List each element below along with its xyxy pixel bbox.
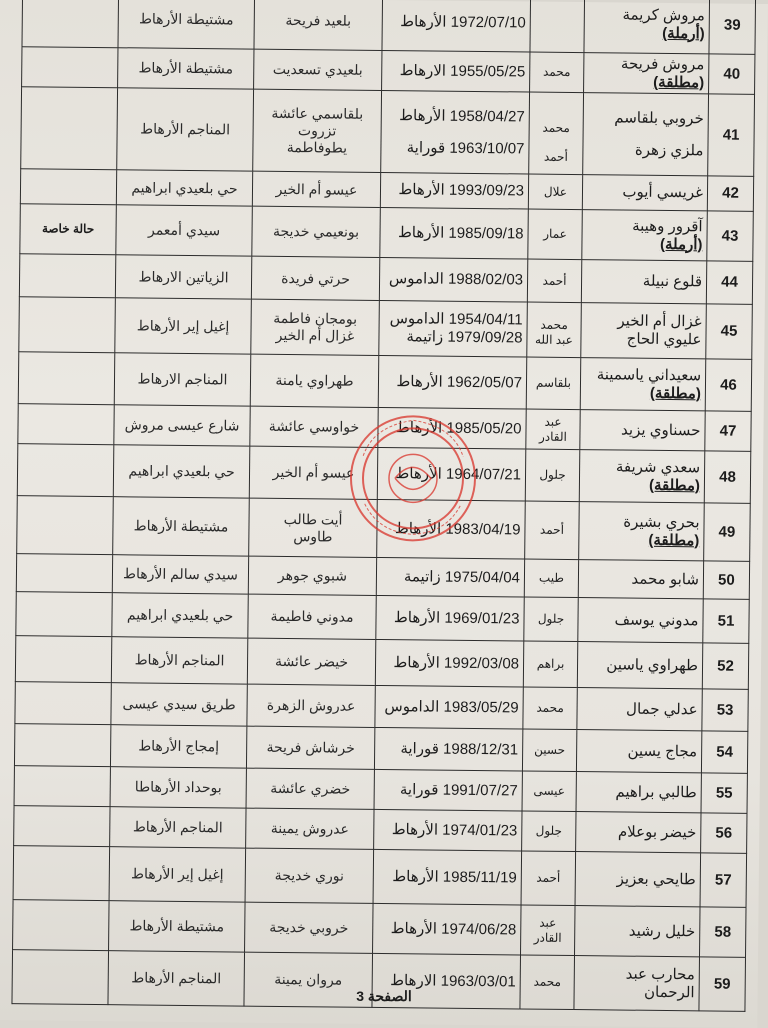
row-number: 55 <box>701 773 747 813</box>
row-number: 49 <box>704 503 751 561</box>
birth-date-place-line: 1975/04/04 زاتيمة <box>403 567 521 586</box>
mother-name-line: بلقاسمي عائشة <box>271 105 364 123</box>
address: مشتيطة الأرهاط <box>118 0 255 49</box>
birth-date-place <box>382 0 531 52</box>
address: سيدي أمعمر <box>116 205 253 256</box>
birth-date-place-line: 1969/01/23 الأرهاط <box>393 608 520 627</box>
father-name <box>528 174 582 210</box>
birth-date-place-line: 1955/05/25 الارهاط <box>399 61 526 80</box>
birth-date-place-line: 1985/09/18 الأرهاط <box>397 223 524 242</box>
father-name-line: طيب <box>538 570 565 586</box>
father-name-line: جلول <box>537 611 565 627</box>
father-name <box>524 559 578 598</box>
address: بوحداد الأرهاطا <box>110 767 246 808</box>
page-number: الصفحة 3 <box>356 988 412 1004</box>
table-row <box>16 592 749 644</box>
father-name-line: براهم <box>536 656 565 672</box>
table-row <box>21 87 755 177</box>
father-name-line: أحمد <box>536 870 561 886</box>
row-number: 45 <box>706 304 753 359</box>
person-name-line: قلوع نبيلة <box>642 272 703 291</box>
person-name-line: شابو محمد <box>631 570 700 588</box>
father-name <box>522 811 576 852</box>
mother-name-line: تزروت <box>297 122 337 139</box>
address: سيدي سالم الأرهاط <box>112 555 248 594</box>
birth-date-place <box>381 90 530 174</box>
person-name-line: (مطلقة) <box>648 531 700 549</box>
father-name-line: عبد الله <box>534 332 573 347</box>
father-name <box>522 729 576 772</box>
mother-name-line: بلعيدي تسعديت <box>272 60 363 78</box>
birth-date-place-line: 1979/09/28 زاتيمة <box>406 328 523 347</box>
address: مشتيطة الأرهاط <box>118 48 254 89</box>
mother-name <box>253 89 382 172</box>
mother-name-line: شبوي جوهر <box>277 567 348 584</box>
mother-name <box>245 848 374 903</box>
address: المناجم الأرهاط <box>110 807 246 848</box>
person-name-line: (أرملة) <box>662 24 705 42</box>
person-name-line: طهراوي ياسين <box>606 655 699 674</box>
mother-name <box>251 299 380 355</box>
note <box>17 444 114 497</box>
father-name-line: محمد <box>542 120 570 136</box>
mother-name-line: نوري خديجة <box>274 866 345 884</box>
birth-date-place-line: 1974/06/28 الأرهاط <box>390 919 517 938</box>
person-name-line: (أرملة) <box>659 235 703 253</box>
person-name <box>581 303 707 359</box>
birth-date-place <box>375 639 523 687</box>
note <box>18 352 115 405</box>
note <box>13 900 110 951</box>
table-row <box>18 352 752 412</box>
person-name-line: خروبي بلقاسم <box>614 108 704 127</box>
father-name <box>521 905 576 956</box>
row-number: 41 <box>708 94 755 176</box>
address: طريق سيدي عيسى <box>111 683 247 726</box>
person-name-line: عدلي جمال <box>626 700 698 718</box>
person-name-line: مروش فريحة <box>620 54 705 73</box>
person-name-line: ملزي زهرة <box>634 141 704 159</box>
birth-date-place-line: 1954/04/11 الداموس <box>389 310 523 329</box>
table-row <box>13 900 746 958</box>
person-name <box>582 210 708 261</box>
person-name <box>581 260 706 304</box>
father-name-line: محمد <box>542 64 571 80</box>
birth-date-place-line: 1985/11/19 الأرهاط <box>392 867 517 886</box>
father-name-line: محمد <box>540 317 568 333</box>
person-name-line: مروش كريمة <box>622 5 705 24</box>
father-name-line: محمد <box>533 974 562 990</box>
address: حي بلعيدي ابراهيم <box>113 445 250 498</box>
person-name <box>577 688 702 731</box>
row-number: 47 <box>705 411 751 451</box>
birth-date-place-line: 1962/05/07 الأرهاط <box>396 372 523 391</box>
birth-date-place <box>379 300 528 357</box>
birth-date-place-line: 1972/07/10 الأرهاط <box>400 12 526 31</box>
birth-date-place-line: 1958/04/27 الأرهاط <box>399 106 525 125</box>
birth-date-place-line: 1983/05/29 الداموس <box>384 697 519 716</box>
mother-name-line: يطوفاطمة <box>286 138 348 156</box>
mother-name <box>247 684 375 727</box>
person-name <box>579 450 705 503</box>
table-row <box>22 0 756 54</box>
address: الزياتين الارهاط <box>115 255 251 299</box>
person-name-line: خيضر بوعلام <box>617 822 697 841</box>
mother-name <box>246 768 374 809</box>
birth-date-place-line: 1985/05/20 الأرهاط <box>395 418 522 437</box>
table-row <box>15 636 748 690</box>
mother-name-line: حرتي فريدة <box>281 269 351 287</box>
birth-date-place <box>374 769 522 811</box>
address: المناجم الأرهاط <box>117 88 254 171</box>
note <box>18 404 114 445</box>
father-name <box>522 771 576 812</box>
father-name-line: جلول <box>539 467 566 483</box>
birth-date-place <box>382 50 530 92</box>
note <box>20 169 116 205</box>
father-name-line: أحمد <box>542 273 567 288</box>
mother-name-line: عيسو أم الخير <box>272 463 355 481</box>
father-name-line: حسين <box>534 742 566 758</box>
address: المناجم الارهاط <box>114 353 251 406</box>
table-row <box>13 846 747 908</box>
mother-name <box>248 556 376 595</box>
father-name <box>523 641 577 688</box>
note <box>14 806 110 847</box>
row-number: 58 <box>699 907 746 957</box>
person-name-line: حسناوي يزيد <box>621 421 701 439</box>
person-name <box>582 175 707 211</box>
row-number: 59 <box>699 957 746 1011</box>
father-name <box>527 302 582 358</box>
birth-date-place <box>379 257 527 302</box>
birth-date-place <box>373 849 522 905</box>
row-number: 52 <box>702 643 748 689</box>
mother-name-line: عدروش يمينة <box>270 819 349 837</box>
birth-date-place <box>376 557 524 597</box>
person-name <box>580 410 705 451</box>
row-number: 46 <box>705 359 752 411</box>
birth-date-place-line: 1963/03/01 الارهاط <box>390 971 516 990</box>
row-number: 43 <box>707 211 754 261</box>
official-stamp <box>332 407 493 549</box>
father-name-line: عبد القادر <box>538 414 567 444</box>
mother-name-line: بونعيمي خديجة <box>272 222 360 240</box>
father-name <box>527 259 581 303</box>
person-name-line: الرحمان <box>643 983 695 1001</box>
address: إغيل إير الأرهاط <box>115 298 252 354</box>
birth-date-place <box>380 207 529 259</box>
address: المناجم الأرهاط <box>111 637 247 684</box>
mother-name-line: مدوني فاطيمة <box>270 607 354 625</box>
father-name <box>529 92 584 175</box>
birth-date-place <box>373 903 522 955</box>
father-name-line: علال <box>543 184 568 199</box>
mother-name-line: غزال أم الخير <box>275 326 355 344</box>
father-name-line: جلول <box>535 823 563 839</box>
mother-name <box>247 638 375 685</box>
birth-date-place <box>380 172 528 209</box>
mother-name-line: خضري عائشة <box>270 779 351 797</box>
person-name <box>575 906 701 957</box>
person-name-line: (مطلقة) <box>648 476 701 494</box>
person-name <box>580 358 706 411</box>
address: مشتيطة الأرهاط <box>109 901 246 952</box>
row-number: 51 <box>703 599 749 643</box>
note <box>16 554 112 593</box>
row-number: 54 <box>701 731 747 773</box>
birth-date-place-line: 1974/01/23 الأرهاط <box>391 820 518 839</box>
note <box>15 636 111 683</box>
mother-name-line: بومجان فاطمة <box>273 310 358 327</box>
person-name <box>584 53 709 94</box>
note <box>21 87 118 170</box>
mother-name <box>246 726 374 769</box>
person-name-line: سعيداني ياسمينة <box>596 365 702 384</box>
person-name-line: عليوي الحاج <box>626 330 702 349</box>
person-name-line: غريسي أيوب <box>622 183 704 202</box>
person-name <box>578 598 703 643</box>
birth-date-place-line: 1993/09/23 الأرهاط <box>398 181 525 200</box>
note <box>19 254 115 298</box>
birth-date-place-line: 1991/07/27 قوراية <box>399 780 518 799</box>
mother-name-line: بلعيد فريحة <box>285 12 352 29</box>
person-name <box>584 0 710 54</box>
birth-date-place <box>375 685 523 729</box>
person-name <box>578 560 703 599</box>
father-name <box>525 449 580 502</box>
father-name <box>526 357 581 410</box>
father-name-line: أحمد <box>539 522 565 538</box>
mother-name <box>252 171 380 207</box>
father-name <box>523 687 577 730</box>
note <box>19 297 116 353</box>
note <box>14 766 110 807</box>
person-name-line: طالبي براهيم <box>615 782 697 801</box>
row-number: 57 <box>700 853 747 907</box>
birth-date-place-line: 1964/07/21 الأرهاط <box>395 464 522 483</box>
father-name <box>528 209 583 260</box>
row-number: 48 <box>704 451 751 503</box>
person-name <box>575 852 701 907</box>
mother-name <box>254 0 383 50</box>
birth-date-place <box>374 727 522 771</box>
person-name-line: (مطلقة) <box>653 73 705 91</box>
row-number: 56 <box>701 813 747 853</box>
row-number: 50 <box>703 561 749 599</box>
mother-name <box>248 594 376 639</box>
mother-name-line: طاوس <box>293 527 333 544</box>
address: حي بلعيدي ابراهيم <box>112 593 248 638</box>
mother-name-line: مروان يمينة <box>274 970 343 988</box>
birth-date-place-line: 1988/02/03 الداموس <box>388 270 524 289</box>
birth-date-place <box>376 595 524 641</box>
address: إغيل إير الأرهاط <box>109 847 246 902</box>
person-name-line: آقرور وهيبة <box>632 217 703 235</box>
person-name-line: مدوني يوسف <box>614 610 699 629</box>
person-name <box>577 642 702 689</box>
mother-name <box>251 256 379 300</box>
mother-name-line: خيضر عائشة <box>274 652 349 670</box>
birth-date-place <box>374 809 522 851</box>
row-number: 42 <box>707 176 753 211</box>
person-name <box>583 93 709 176</box>
birth-date-place-line: 1983/04/19 الأرهاط <box>394 519 521 538</box>
mother-name-line: خروبي خديجة <box>269 918 349 936</box>
person-name <box>576 730 701 773</box>
note <box>22 47 118 88</box>
birth-date-place-line: 1963/10/07 قوراية <box>406 138 525 157</box>
mother-name-line: خواوسي عائشة <box>268 417 360 435</box>
birth-date-place-line: 1988/12/31 قوراية <box>400 739 519 758</box>
father-name <box>530 0 585 53</box>
father-name-line: عيسى <box>533 783 566 799</box>
father-name <box>524 597 578 642</box>
note <box>13 846 110 901</box>
father-name-line: محمد <box>536 700 564 716</box>
address: حي بلعيدي ابراهيم <box>116 170 252 206</box>
address: شارع عيسى مروش <box>114 405 250 446</box>
address: المناجم الأرهاط <box>108 951 245 1006</box>
table-row <box>20 204 753 262</box>
mother-name <box>250 354 379 407</box>
note <box>22 0 119 48</box>
address: مشتيطة الأرهاط <box>113 497 250 556</box>
father-name <box>530 52 584 93</box>
note <box>14 724 110 767</box>
mother-name-line: طهراوي يامنة <box>275 371 354 389</box>
father-name <box>526 409 580 450</box>
person-name-line: طايحي بعزيز <box>616 869 696 888</box>
birth-date-place <box>378 355 527 409</box>
father-name <box>525 501 580 560</box>
father-name-line: أحمد <box>543 149 568 164</box>
person-name-line: خليل رشيد <box>628 922 696 940</box>
mother-name-line: خرشاش فريحة <box>266 738 355 756</box>
person-name-line: محارب عبد <box>625 965 695 983</box>
person-name-line: غزال أم الخير <box>617 312 702 331</box>
mother-name <box>252 206 381 257</box>
note: حالة خاصة <box>20 204 117 255</box>
person-name-line: سعدي شريفة <box>615 457 701 476</box>
father-name-line: عمار <box>543 226 567 242</box>
person-name-line: بحري بشيرة <box>623 513 700 531</box>
mother-name-line: أيت طالب <box>283 510 343 528</box>
father-name <box>521 851 576 906</box>
row-number: 53 <box>702 689 748 731</box>
person-name <box>576 772 701 813</box>
mother-name <box>254 49 382 90</box>
birth-date-place-line: 1992/03/08 الأرهاط <box>393 653 520 672</box>
person-name <box>576 812 701 853</box>
mother-name <box>246 808 374 849</box>
father-name-line: بلقاسم <box>535 375 572 391</box>
row-number: 44 <box>706 261 752 304</box>
note <box>16 592 112 637</box>
person-name-line: (مطلقة) <box>649 384 701 402</box>
row-number: 39 <box>709 0 756 54</box>
row-number: 40 <box>709 54 755 94</box>
table-row <box>19 254 752 305</box>
mother-name-line: عيسو أم الخير <box>275 180 358 198</box>
table-row <box>19 297 753 360</box>
note <box>17 496 114 555</box>
note <box>15 682 111 725</box>
father-name-line: عبد القادر <box>533 915 562 945</box>
person-name <box>579 502 705 561</box>
person-name-line: مجاج يسين <box>627 742 698 760</box>
mother-name-line: عدروش الزهرة <box>266 696 356 714</box>
address: إمجاج الأرهاط <box>110 725 246 768</box>
mother-name <box>245 902 374 953</box>
